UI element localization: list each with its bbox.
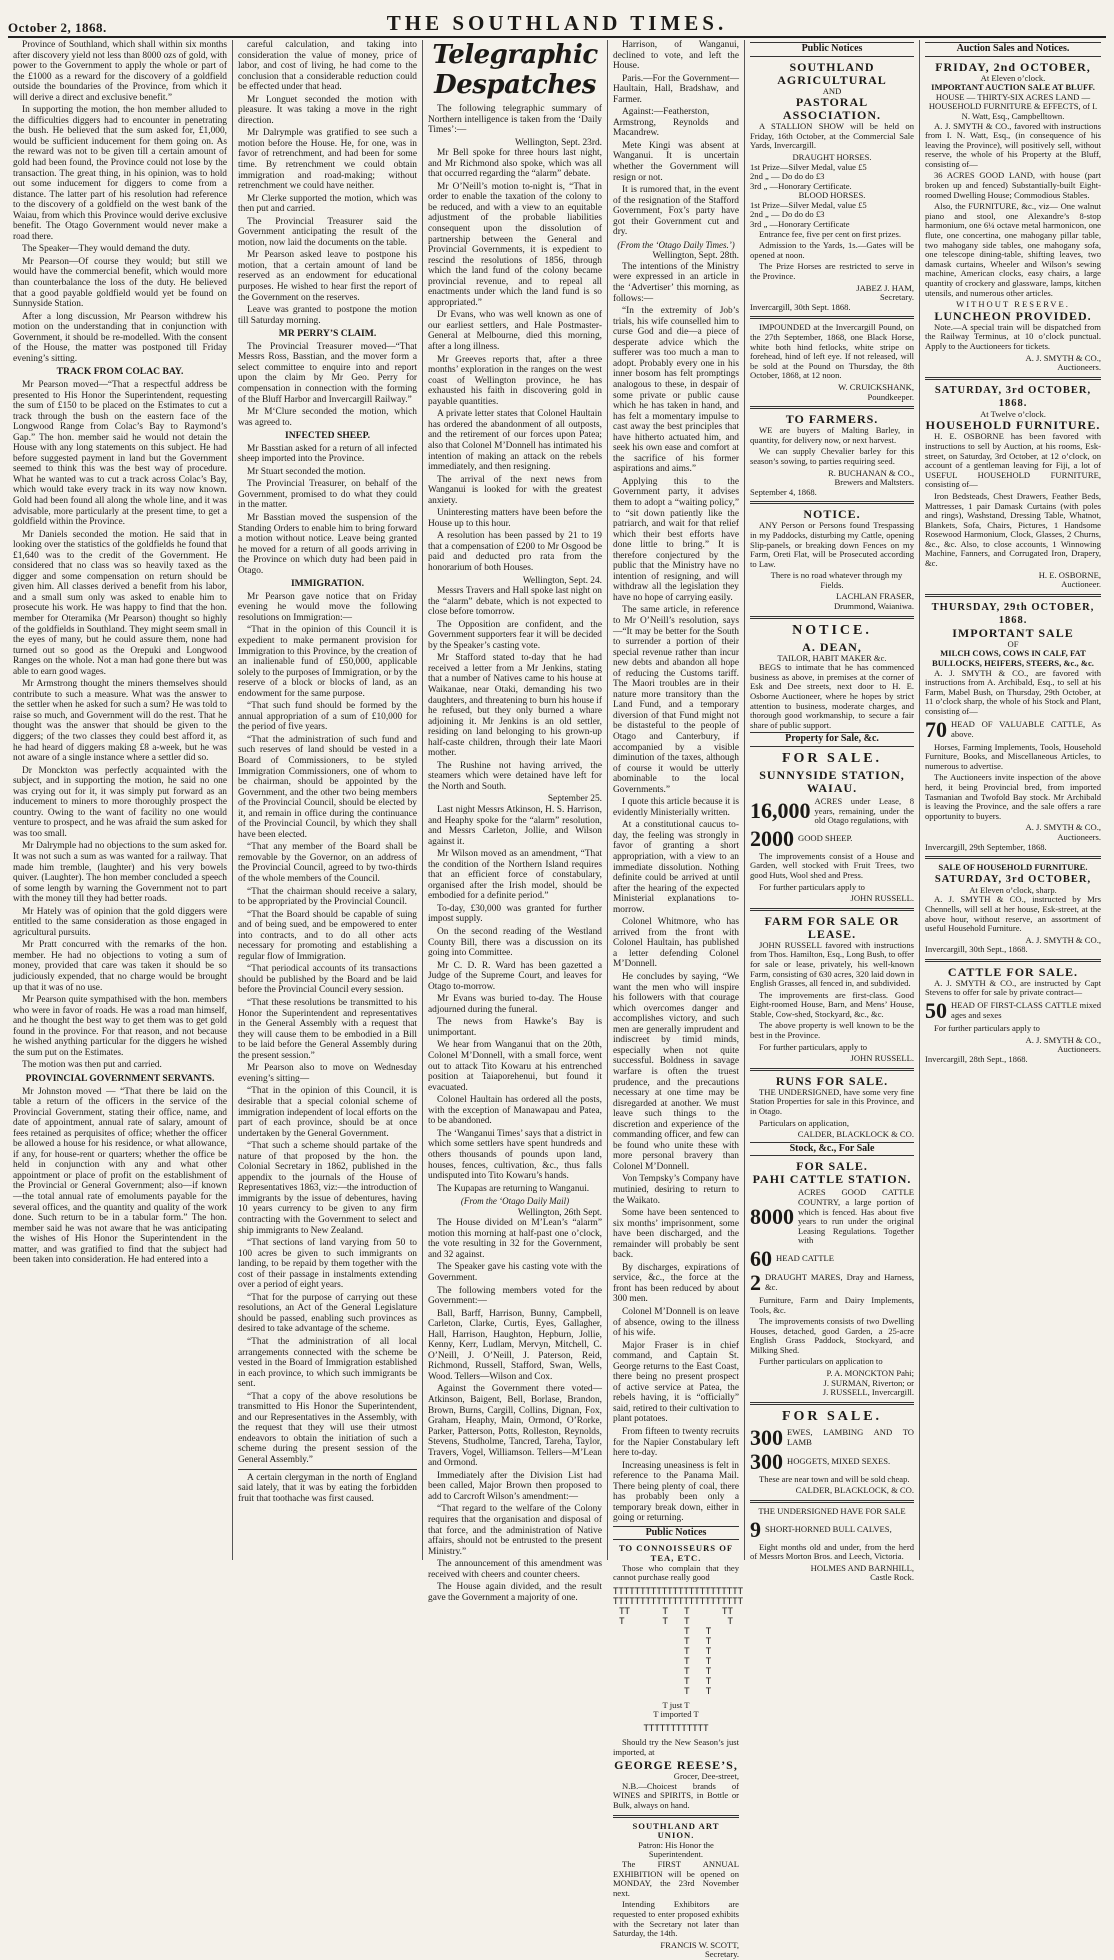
paragraph: “That the administration of such fund and such reserves of land should be vested in a Board of Commissioners, to be styled Immigration Commissioners, one of whom to be chairman, should be appointed by the Government, and the other two being members of the Provincial Council, should be elected by it, and remain in office during the continuance of the Provincial Council, by which they shall have been elected. (238, 734, 417, 840)
prize-line: 2nd „ — Do do do £3 (750, 171, 825, 182)
prize-line: 1st Prize—Silver Medal, value £5 (750, 199, 867, 210)
paragraph: Colonel M’Donnell is on leave of absence, owing to the illness of his wife. (613, 1306, 739, 1339)
ad-signature: LACHLAN FRASER, (836, 591, 914, 602)
ad-number-row (750, 1448, 914, 1474)
ad-text: ANY Person or Persons found Trespassing in my Paddocks, disturbing my Cattle, opening Slip-panels, or breaking down Fences on my Farm, Oreti Flat, will be Prosecuted according to Law. (750, 520, 914, 569)
ad-number-row (750, 825, 914, 851)
paragraph: Von Tempsky’s Company have mutinied, desiring to return to the Waikato. (613, 1174, 739, 1206)
ad-text: We can supply Chevalier barley for this season’s sowing, to parties requiring seed. (750, 446, 914, 466)
paragraph: The following telegraphic summary of Northern intelligence is taken from the ‘Daily Times’:— (428, 104, 602, 136)
paragraph: To-day, £30,000 was granted for further impost supply. (428, 903, 602, 925)
paragraph: Mr Longuet seconded the motion with pleasure. It was taking a move in the right direction. (238, 94, 417, 126)
paragraph: Dr Monckton was perfectly acquainted with the subject, and in supporting the motion, he said no one was crying out for it, it was simply put forward as an inducement to miners to more thoroughly prospect the country. Owing to the want of facility no one would venture to prospect, and he was afraid the sum asked for was too small. (13, 765, 227, 839)
paragraph: The intentions of the Ministry were expressed in an article in the ‘Advertiser’ this morning, as follows:— (613, 261, 739, 304)
paragraph: By discharges, expirations of service, &c., the force at the front has been reduced by about 300 men. (613, 1262, 739, 1305)
source-note: (From the ‘Otago Daily Mail) (460, 1196, 570, 1207)
paragraph: Immediately after the Division List had been called, Major Brown then proposed to add to Carcroft Wilson’s amendment:— (428, 1470, 602, 1502)
ad-title: TO FARMERS. (785, 412, 879, 427)
ad-text: For further particulars apply to (759, 881, 865, 892)
divider (613, 1815, 739, 1818)
ad-signature-title: Secretary. (879, 292, 914, 303)
ad-signature-title: Brewers and Maltsters. (834, 477, 914, 488)
ad-number: 70 (925, 716, 947, 742)
divider (750, 316, 914, 319)
ad-number-row (750, 1424, 914, 1450)
column-2 (233, 40, 423, 1560)
section-header-property: Property for Sale, &c. (750, 732, 914, 747)
paragraph: From fifteen to twenty recruits for the Napier Constabulary left here to-day. (613, 1427, 739, 1459)
ad-text: The above property is well known to be the best in the Province. (750, 1020, 914, 1041)
columns (8, 40, 1106, 1960)
paragraph: Mr Pearson moved—“That a respectful address be presented to His Honor the Superintendent, requesting the sum of £150 to be placed on the Estimates to cut a track through the bush on the eastern face of the Longwood Range from Colac’s Bay to Raymond’s Gap.” The hon. member said he would not detain the House with any long statements on this subject. He had before suggested payment in land but the Government seemed to think this was the best way of procedure. What he wanted was to cut a track across Colac’s Bay, which would take every track in its way now known. Gold had been found all along the whole line, and it was advisable, more particularly at the present time, to get a goldfield within the Province. (13, 379, 227, 528)
ad-patron: Patron: His Honor the Superintendent. (638, 1839, 714, 1860)
sale-date: THURSDAY, 29th OCTOBER, 1868. (931, 601, 1095, 626)
paragraph: Mr O’Neill’s motion to-night is, “That in order to enable the taxation of the colony to be reduced, and with a view to an equitable adjustment of the probable liabilities consequent upon the dissolution of partnership between the General and Provincial Governments, it is expedient to rescind the resolutions of 1856, through which the land fund of the colony became provincial revenue, and to repeal all enactments under which the land fund is so appropriated.” (428, 181, 602, 308)
paragraph: Against:—Featherston, Armstrong, Reynolds and Macandrew. (613, 107, 739, 139)
ad-text: A. J. SMYTH & CO., are instructed by Capt Stevens to offer for sale by private contract— (925, 977, 1101, 998)
ad-number-text: EWES, LAMBING AND TO LAMB (787, 1427, 914, 1447)
ad-notice: LUNCHEON PROVIDED. (934, 308, 1092, 323)
paragraph: Dr Evans, who was well known as one of our earliest settlers, and Hale Postmaster-General at Melbourne, died this morning, after a long illness. (428, 310, 602, 353)
ad-number: 60 (750, 1245, 772, 1271)
ad-number-text: HEAD CATTLE (776, 1253, 834, 1264)
ad-contact: J. SURMAN, Riverton; or (823, 1377, 914, 1388)
paragraph: Mr Pearson asked leave to postpone his motion, that a certain amount of land be reserved as an endowment for educational purposes. He wished to hear first the report of the Government on the reserves. (238, 250, 417, 303)
ad-text: Iron Bedsteads, Chest Drawers, Feather Beds, Mattresses, 1 pair Damask Curtains (with poles and rings), Washstand, Dressing Table, Whatnot, Blankets, Sofa, Chairs, Pictures, 1 Handsome Rosewood Harmonium, Clock, Glasses, 2 Churns, &c., &c. Also, to close accounts, 1 Winnowing Machine, Fanners, and Corrugated Iron, Drapery, &c. (925, 490, 1101, 569)
paragraph: After a long discussion, Mr Pearson withdrew his motion on the understanding that in conjunction with Government, it should be re-modelled. With the consent of the House, the matter was postponed till Friday evening’s sitting. (13, 311, 227, 364)
column-4 (608, 40, 745, 1960)
ad-text: WE are buyers of Malting Barley, in quantity, for delivery now, or next harvest. (750, 425, 914, 445)
ad-title: FOR SALE. (781, 1408, 883, 1424)
paragraph: Mr Bell spoke for three hours last night, and Mr Richmond also spoke, which was all that occurred regarding the “alarm” debate. (428, 148, 602, 180)
paragraph: Paris.—For the Government—Haultain, Hall, Bradshaw, and Farmer. (613, 73, 739, 105)
ad-text: BEGS to intimate that he has commenced business as above, in premises at the corner of Esk and Dee streets, next door to H. E. Osborne Auctioneer, where he hopes by strict attention to business, moderate charges, and thorough good workmanship, to secure a fair share of public support. (750, 662, 914, 730)
paragraph: Mr Pearson quite sympathised with the hon. members who were in favor of roads. He was a road man himself, and he thought the best way to get them was to get gold found in the province. For that reason, and not because he wished anything particular for the diggers he wished the sum put on the Estimates. (13, 995, 227, 1058)
paragraph: Mr Greeves reports that, after a three months’ exploration in the ranges on the west coast of Wellington province, he has exhausted his faith in discovering gold in payable quantities. (428, 354, 602, 407)
ad-signature: A. J. SMYTH & CO., (1025, 934, 1101, 945)
paragraph: The following members voted for the Government:— (428, 1285, 602, 1307)
divider (925, 377, 1101, 380)
paragraph: “That regard to the welfare of the Colony requires that the organisation and disposal of that force, and the administration of Native affairs, should not be entrusted to the present Ministry.” (428, 1504, 602, 1557)
telegraphic-despatches-title: Telegraphic Despatches (432, 40, 598, 100)
divider (750, 908, 914, 911)
ad-text: Furniture, Farm and Dairy Implements, Tools, &c. (750, 1294, 914, 1315)
prize-line: 1st Prize—Silver Medal, value £5 (750, 161, 867, 172)
paragraph: The news from Hawke’s Bay is unimportant. (428, 1017, 602, 1038)
paragraph: careful calculation, and taking into consideration the value of money, price of labor, and cost of living, he had come to the conclusion that a considerable reduction could be effected under that head. (238, 40, 417, 93)
ad-subheading: DRAUGHT HORSES. (792, 151, 872, 162)
dateline: Wellington, Sept. 24. (522, 575, 602, 586)
paragraph: Mr Stuart seconded the motion. (247, 466, 366, 477)
ad-text: These are near town and will be sold cheap. (759, 1473, 910, 1484)
ad-text: H. E. OSBORNE has been favored with instructions to sell by Auction, at his rooms, Esk-street, on Saturday, 3rd October, at 12 o’clock, on account of a gentleman leaving for Fiji, a lot of USEFUL HOUSEHOLD FURNITURE, consisting of— (925, 431, 1101, 490)
ad-signature: JOHN RUSSELL. (850, 893, 914, 904)
divider (750, 1068, 914, 1071)
paragraph: The Kupapas are returning to Wanganui. (437, 1183, 590, 1194)
paragraph: Increasing uneasiness is felt in reference to the Panama Mail. There being plenty of coal, there has probably been only a temporary break down, either in going or returning. (613, 1460, 739, 1524)
paragraph: The Opposition are confident, and the Government supporters fear it will be decided by the Speaker’s casting vote. (428, 619, 602, 651)
ad-number-text: HOGGETS, MIXED SEXES. (787, 1456, 891, 1467)
ad-text: THE UNDERSIGNED, have some very fine Station Properties for sale in this Province, and in Otago. (750, 1086, 914, 1117)
paragraph: Province of Southland, which shall within six months after discovery yield not less than 8000 ozs of gold, with power to the Government to apply the whole or part of the £1000 as a reward for the discovery of a goldfield outside the boundaries of the Province, from which it will derive a direct and exclusive benefit.” (13, 40, 227, 103)
column-6 (920, 40, 1106, 1560)
paragraph: He concludes by saying, “We want the men who will inspire his followers with that courage which overcomes danger and accomplishes victory, and such men are generally imprudent and indiscreet by timid minds, especially when not quite successful. Boldness in savage warfare is often the truest prudence, and the precautions necessary at one time may be disregarded at another. We must leave such things to the discretion and experience of the commanding officer, and few can be found who unite these with more personal bravery than Colonel M’Donnell. (613, 972, 739, 1172)
ad-text: Admission to the Yards, 1s.—Gates will be opened at noon. (750, 240, 914, 260)
prize-line: 3rd „ —Honorary Certificate. (750, 180, 852, 191)
paragraph: Mr Pearson gave notice that on Friday evening he would move the following resolutions on Immigration:— (238, 591, 417, 623)
ad-number-text: GOOD SHEEP. (798, 832, 853, 843)
ad-number-row (750, 1245, 914, 1271)
paragraph: Harrison, of Wanganui, declined to vote, and left the House. (613, 40, 739, 72)
sale-time: At Eleven o’clock, sharp. (969, 884, 1057, 895)
ad-text: Entrance fee, five per cent on first prizes. (759, 228, 901, 239)
ad-number: 16,000 (750, 798, 811, 824)
ad-number: 50 (925, 998, 947, 1024)
ad-number: 300 (750, 1448, 783, 1474)
ad-number-text: ACRES GOOD CATTLE COUNTRY, a large portion of which is fenced. Has about five years to run under the original Leasing Regulations. Together with (798, 1187, 914, 1246)
paragraph: Mr Dalrymple was gratified to see such a motion before the House. He, for one, was in favor of retrenchment, and had been for some time. By retrenchment we could obtain immigration and road-making; without retrenchment we could have neither. (238, 128, 417, 192)
ad-text: The FIRST ANNUAL EXHIBITION will be opened on MONDAY, the 23rd November next. (613, 1858, 739, 1898)
paragraph: Mete Kingi was absent at Wanganui. It is uncertain whether the Government will resign or not. (613, 140, 739, 183)
paragraph: The announcement of this amendment was received with cheers and counter cheers. (428, 1559, 602, 1580)
ad-signature-title: Auctioneers. (1057, 831, 1101, 842)
ad-text: Those who complain that they cannot purchase really good (613, 1562, 739, 1583)
dateline: Wellington, Sept. 23rd. (515, 137, 602, 148)
tea-t-grid: TTTTTTTTTTTTTTTTTTTTTTTT TTTTTTTTTTTTTTTTTTTTTTTT TT T T TT T T T T T T T T T T T T T T T T T T (613, 1586, 744, 1697)
ad-number-text: DRAUGHT MARES, Dray and Harness, &c. (765, 1272, 914, 1292)
ad-title: NOTICE. (803, 507, 861, 522)
ad-text: Should try the New Season’s just imported, at (613, 1737, 739, 1757)
ad-trade: TAILOR, HABIT MAKER &c. (777, 652, 887, 663)
section-heading: IMMIGRATION. (290, 578, 365, 590)
ad-title: SOUTHLAND AGRICULTURAL (777, 59, 887, 87)
ad-number-row (750, 797, 914, 826)
paragraph: The Provincial Treasurer, on behalf of the Government, promised to do what they could in the matter. (238, 479, 417, 511)
ad-date: September 4, 1868. (750, 486, 817, 497)
section-heading: INFECTED SHEEP. (285, 430, 370, 442)
paragraph: The arrival of the next news from Wanganui is looked for with the greatest anxiety. (428, 474, 602, 506)
paragraph: Mr Daniels seconded the motion. He said that in looking over the statistics of the goldfields he found that £1,640 was to the credit of the Government. He considered that no class was so heavily taxed as the digger and some compensation on return should be given him. All classes derived a benefit from his labor, and a small sum only was asked to enable him to prosecute his work. He was happy to find that the hon. member for Oteramika (Mr Pearson) thought so highly of the goldfields in Southland. They might seem small in the eyes of many, but he could assure them, none had turned out so good as the Orepuki and Longwood Ranges on the whole. Not a man had gone there but was able to earn good wages. (13, 529, 227, 677)
ad-signature: HOLMES AND BARNHILL, (810, 1562, 914, 1573)
ad-signature: A. J. SMYTH & CO., (1025, 822, 1101, 833)
paragraph: Mr Clerke supported the motion, which was then put and carried. (238, 193, 417, 215)
paragraph: “That in the opinion of this Council, it is desirable that a special colonial scheme of immigration independent of local efforts on the part of each province, should be at once undertaken by the General Government. (238, 1086, 417, 1139)
paragraph: “That these resolutions be transmitted to his Honor the Superintendent and representatives in the General Assembly with a request that they will cause them to be embodied in a Bill to be laid before the General Assembly during the present session.” (238, 998, 417, 1061)
paragraph: At a constitutional caucus to-day, the feeling was strongly in favor of granting a short appropriation, with a view to an immediate dissolution. Nothing definite could be arrived at until after the hearing of the expected Ministerial explanations to-morrow. (613, 820, 739, 915)
paragraph: Mr Pratt concurred with the remarks of the hon. member. He had no objections to voting a sum of money, provided that care was taken it should be so judiciously expended, that no charge would be brought up that it was of no use. (13, 940, 227, 993)
paragraph: Mr M‘Clure seconded the motion, which was agreed to. (238, 407, 417, 428)
issue-date: October 2, 1868. (8, 20, 107, 35)
paragraph: Major Fraser is in chief command, and Captain St. George returns to the East Coast, there being no present prospect of active service at Patea, the rebels having, it is “officially” said, retired to their cultivation to plant potatoes. (613, 1340, 739, 1425)
ad-signature: CALDER, BLACKLOCK & CO. (797, 1129, 914, 1140)
ad-signature: H. E. OSBORNE, (1038, 569, 1101, 580)
ad-date: Invercargill, 28th Sept., 1868. (925, 1053, 1028, 1064)
paragraph: Colonel Haultain has ordered all the posts, with the exception of Manawapau and Patea, to be abandoned. (428, 1095, 602, 1127)
ad-subheading: MILCH COWS, COWS IN CALF, FAT BULLOCKS, HEIFERS, STEERS, &c., &c. (932, 648, 1094, 669)
column-3 (423, 40, 608, 1603)
ad-text: THE UNDERSIGNED HAVE FOR SALE (758, 1506, 906, 1517)
divider (750, 616, 914, 619)
ad-title: NOTICE. (792, 622, 872, 638)
ad-signature-title: Auctioneers. (1057, 1044, 1101, 1055)
paragraph: The House again divided, and the result gave the Government a majority of one. (428, 1582, 602, 1603)
ad-title: FOR SALE. (781, 750, 883, 766)
tea-caption: T imported T (653, 1709, 699, 1720)
ad-name: A. DEAN, (802, 639, 862, 654)
ad-subheading: SUNNYSIDE STATION, WAIAU. (759, 767, 905, 795)
ad-text: IMPOUNDED at the Invercargill Pound, on the 27th September, 1868, one Black Horse, white both hind fetlocks, white stripe on forehead, hind of left eye. If not released, will be sold at the Pound on Thursday, the 8th October, 1868, at 12 noon. (750, 322, 914, 381)
section-header-public-notices: Public Notices (750, 42, 914, 57)
ad-title: IMPORTANT AUCTION SALE AT BLUFF. (931, 82, 1095, 93)
prize-line: 3rd „ —Honorary Certificate (750, 219, 850, 230)
paragraph: Mr Pearson—Of course they would; but still we would have the commercial benefit, which would more than counterbalance the loss of the duty. He believed that a good payable goldfield would yet be found on Sunnyside Station. (13, 256, 227, 310)
paragraph: “That such fund should be formed by the annual appropriation of a sum of £10,000 for the period of five years. (238, 701, 417, 733)
sale-date: SATURDAY, 3rd OCTOBER, (934, 873, 1092, 885)
ad-number: 2000 (750, 825, 794, 851)
ad-text: JOHN RUSSELL favored with instructions from Thos. Hamilton, Esq., Long Bush, to offer for sale or lease, privately, his well-known Farm, consisting of 630 acres, 320 laid down in English Grasses, all fenced in, and subdivided. (750, 939, 914, 989)
ad-signature: CALDER, BLACKLOCK, & CO. (795, 1485, 914, 1496)
prize-line: 2nd „ — Do do do £3 (750, 209, 825, 220)
paragraph: Mr Wilson moved as an amendment, “That the condition of the Northern Island requires that an efficient force of constabulary, organised after the Irish model, should be embodied for a definite period.” (428, 849, 602, 902)
paragraph: Mr Dalrymple had no objections to the sum asked for. It was not such a sum as was wanted for a railway. That made him tremble, (laughter) and his very bowels quiver. (Laughter). The hon member concluded a speech of some length by warning the Government not to part with the money till they had better roads. (13, 841, 227, 905)
ad-text: The Prize Horses are restricted to serve in the Province. (750, 261, 914, 282)
masthead (8, 6, 1106, 38)
paragraph: A certain clergyman in the north of England said lately, that it was by eating the forbidden fruit that toothache was first caused. (238, 1472, 417, 1504)
paragraph: “That such a scheme should partake of the nature of that proposed by the hon. the Colonial Secretary in 1862, published in the appendix to the journals of the House of Representatives 1863, viz:—the introduction of immigrants by the issue of debentures, having 10 years currency to be given to any firm contracting with the Government to select and ship immigrants to New Zealand. (238, 1141, 417, 1236)
ad-number-text: SHORT-HORNED BULL CALVES, (765, 1523, 892, 1534)
paragraph: Mr Evans was buried to-day. The House adjourned during the funeral. (428, 994, 602, 1015)
ad-text: N.B.—Choicest brands of WINES and SPIRITS, in Bottle or Bulk, always on hand. (613, 1780, 739, 1810)
section-header-public-notices: Public Notices (613, 1526, 739, 1541)
paragraph: Messrs Travers and Hall spoke last night on the “alarm” debate, which is not expected to close before tomorrow. (428, 586, 602, 618)
paragraph: “That the chairman should receive a salary, to be appropriated by the Provincial Council. (238, 886, 417, 908)
ad-signature: A. J. SMYTH & CO., (1025, 1034, 1101, 1045)
ad-title: SOUTHLAND ART UNION. (632, 1820, 720, 1841)
ad-title: FOR SALE. (796, 1159, 868, 1174)
ad-number: 9 (750, 1516, 761, 1542)
ad-title: FARM FOR SALE OR LEASE. (764, 913, 900, 941)
paragraph: Mr C. D. R. Ward has been gazetted a Judge of the Supreme Court, and leaves for Otago to-morrow. (428, 960, 602, 992)
ad-text: The improvements are first-class. Good Eight-roomed House, Barn, and Mens’ House, Stable, Cow-shed, Stockyard, &c., &c. (750, 989, 914, 1019)
paragraph: Applying this to the Government party, it advises them to adopt a “waiting policy,” to “sit down patiently like the patriarch, and wait for that relief which their best efforts have done little to bring.” It is therefore conjectured by the public that the Ministry have no intention of resigning, and will withdraw all the legislation they have no hope of carrying easily. (613, 476, 739, 603)
paragraph: Against the Government there voted—Atkinson, Baigent, Bell, Borlase, Brandon, Brown, Burns, Cargill, Collins, Dignan, Fox, Graham, Heaphy, Main, Ormond, O’Rorke, Parker, Patterson, Potts, Rolleston, Reynolds, Stevens, Studholme, Tancred, Tareha, Taylor, Travers, Vogel, Williamson. Tellers—M’Lean and Ormond. (428, 1384, 602, 1469)
paragraph: “In the extremity of Job’s trials, his wife counselled him to curse God and die—a piece of desperate advice which the sufferer was too much a man to adopt. Probably every one in his inner bosom has felt promptings analogous to these, in despair of some private or public cause which he has taken in hand, and has felt a momentary impulse to cast away the best principles that have hitherto actuated him, and seek his own ease and comfort at the sacrifice of his former aspirations and aims.” (613, 306, 739, 475)
ad-number-text: HEAD OF FIRST-CLASS CATTLE mixed ages and sexes (951, 1000, 1101, 1021)
section-heading: PROVINCIAL GOVERNMENT SERVANTS. (25, 1072, 215, 1084)
paragraph: The ‘Wanganui Times’ says that a district in which some settlers have spent hundreds and others thousands of pounds upon land, houses, fences, cultivation, &c., thus falls undisputed into Tito Kowaru’s hands. (428, 1128, 602, 1182)
ad-title: TO CONNOISSEURS OF TEA, ETC. (618, 1543, 734, 1564)
paragraph: The Speaker gave his casting vote with the Government. (428, 1262, 602, 1283)
dateline: Wellington, 26th Sept. (517, 1207, 602, 1218)
ad-text: Eight months old and under, from the herd of Messrs Morton Bros. and Leech, Victoria. (750, 1541, 914, 1562)
ad-number: 300 (750, 1424, 783, 1450)
ad-signature: A. J. SMYTH & CO., (1025, 352, 1101, 363)
paragraph: “That in the opinion of this Council it is expedient to make permanent provision for Immigration to this Province, by the creation of an inalienable fund of £50,000, applicable solely to the purposes of Immigration, or by the reserve of a block or blocks of land, as an endowment for the same purpose. (238, 625, 417, 699)
section-heading: TRACK FROM COLAC BAY. (56, 366, 184, 378)
ad-number: 8000 (750, 1204, 794, 1230)
ad-title: RUNS FOR SALE. (775, 1073, 889, 1088)
ad-signature-title: Poundkeeper. (867, 391, 914, 402)
paragraph: A private letter states that Colonel Haultain has ordered the abandonment of all outposts, and the retirement of our forces upon Patea; also that Colonel M’Donnell has intimated his intention of making an attack on the rebels immediately, and then resigning. (428, 409, 602, 473)
ad-number-text: HEAD OF VALUABLE CATTLE, As above. (951, 719, 1101, 739)
section-header-stock: Stock, &c., For Sale (750, 1142, 914, 1157)
paragraph: “That a copy of the above resolutions be transmitted to His Honor the Superintendent, and our Representatives in the Assembly, with the request that they will use their utmost endeavors to obtain the initiation of such a scheme during the present session of the General Assembly.” (238, 1391, 417, 1465)
paragraph: It is rumored that, in the event of the resignation of the Stafford Government, Fox’s party have got their Government cut and dry. (613, 185, 739, 238)
paragraph: The House divided on M’Lean’s “alarm” motion this morning at half-past one o’clock, the vote resulting in 32 for the Government, and 32 against. (428, 1218, 602, 1260)
paragraph: The Speaker—They would demand the duty. (22, 244, 191, 255)
ad-contact: J. RUSSELL, Invercargill. (822, 1387, 914, 1398)
paragraph: Leave was granted to postpone the motion till Saturday morning. (238, 305, 417, 326)
ad-text: A. J. SMYTH & CO., favored with instructions from I. N. Watt, Esq., (in consequence of his leaving the Province), will positively sell, without reserve, the whole of his Property at the Bluff, consisting of— (925, 120, 1101, 169)
ad-number-row (750, 1269, 914, 1295)
ad-title: OF (1007, 638, 1019, 649)
ad-text: A STALLION SHOW will be held on Friday, 16th October, at the Commercial Sale Yards, Invercargill. (750, 121, 914, 151)
ad-signature-title: Auctioneers. (1057, 362, 1101, 373)
ad-title: IMPORTANT SALE (952, 625, 1074, 640)
newspaper-title: THE SOUTHLAND TIMES. (386, 11, 728, 35)
paragraph: Mr Armstrong thought the miners themselves should contribute to such a measure. What was the answer to the settler when he asked for such a sum? He was told to raise so much, and Government will do the rest. That he thought was the answer that should be given to the diggers; of the two classes they could best afford it, as he had heard of diggers making £8 a-week, but he was not aware of a single instance where a settler did so. (13, 679, 227, 764)
ad-title: PASTORAL ASSOCIATION. (782, 95, 882, 123)
paragraph: On the second reading of the Westland County Bill, there was a discussion on its going into Committee. (428, 927, 602, 959)
ad-text: There is no road whatever through my Fields. (770, 570, 903, 590)
paragraph: Colonel Whitmore, who has arrived from the front with Colonel Haultain, has published a letter defending Colonel M’Donnell. (613, 917, 739, 970)
divider (750, 406, 914, 409)
sale-date: SATURDAY, 3rd OCTOBER, 1868. (934, 384, 1092, 409)
divider (925, 594, 1101, 597)
ad-date: Invercargill, 30th Sept., 1868. (925, 944, 1028, 955)
ad-title: SALE OF HOUSEHOLD FURNITURE. (938, 862, 1088, 873)
ad-signature-title: Castle Rock. (870, 1572, 914, 1583)
ad-number-text: ACRES under Lease, 8 years, remaining, under the old Otago regulations, with (814, 795, 914, 826)
ad-subheading: PAHI CATTLE STATION. (752, 1172, 912, 1187)
ad-signature: JABEZ J. HAM, (856, 282, 914, 293)
paragraph: The same article, in reference to Mr O’Neill’s resolution, says—“It may be better for the South to surrender a portion of their special revenue rather than incur new debts and abandon all hope of reducing the Customs tariff. The Maori troubles are in their nature more transitory than the Land Fund, and a temporary diversion of that Fund might not be distasteful to the people of Otago and Canterbury, if accompanied by a visible diminution of the taxes, although of course it would be utterly abominable to the local Governments.” (613, 605, 739, 795)
ad-text: Further particulars on application to (759, 1356, 883, 1367)
ad-signature-title: Secretary. (704, 1949, 739, 1960)
ad-text: A. J. SMYTH & CO., are favored with instructions from A. Archibald, Esq., to sell at his Farm, Mabel Bush, on Thursday, 29th October, at 11 o’clock sharp, the whole of his Stock and Plant, consisting of— (925, 667, 1101, 717)
paragraph: Mr Stafford stated to-day that he had received a letter from a Mr Jenkins, stating that a number of Natives came to his house at Waikanae, near Otaki, demanding his two daughters, and threatening to burn his house if he refused, but they only burned a whare adjoining it. Mr Jenkins is an old settler, residing on land belonging to his grown-up half-caste children, through their late Maori mother. (428, 653, 602, 759)
ad-date: Invercargill, 30th Sept. 1868. (750, 301, 851, 312)
paragraph: “That periodical accounts of its transactions should be published by the Board and be laid before the Provincial Council every session. (238, 964, 417, 996)
paragraph: A resolution has been passed by 21 to 19 that a compensation of £200 to Mr Osgood be paid and deducted pro rata from the honorarium of both Houses. (428, 531, 602, 573)
ad-text: Note.—A special train will be dispatched from the Railway Terminus, at 10 o’clock punctual. Apply to the Auctioneers for tickets. (925, 321, 1101, 351)
ad-text: A. J. SMYTH & CO., instructed by Mrs Chennells, will sell at her house, Esk-street, at the above hour, without reserve, an assortment of useful Household Furniture. (925, 894, 1101, 934)
paragraph: Ball, Barff, Harrison, Bunny, Campbell, Carleton, Clarke, Curtis, Eyes, Gallagher, Hall, Harrison, Haughton, Hepburn, Jollie, Kenny, Kerr, Ludlam, Mervyn, Mitchell, C. O’Neill, J. O’Neill, J. Paterson, Reid, Richmond, Russell, Stafford, Swan, Wells, Wood. Tellers—Wilson and Cox. (428, 1308, 602, 1382)
divider (238, 1469, 417, 1470)
ad-text: The improvements consist of a House and Garden, well stocked with Fruit Trees, two good Huts, Wool shed and Press. (750, 850, 914, 880)
ad-title: AND (822, 85, 842, 96)
paragraph: Last night Messrs Atkinson, H. S. Harrison, and Heaphy spoke for the “alarm” resolution, and Messrs Carleton, Jollie, and Wilson against it. (428, 805, 602, 847)
section-header-auctions: Auction Sales and Notices. (925, 42, 1101, 57)
paragraph: Mr Pearson also to move on Wednesday evening’s sitting— (238, 1063, 417, 1084)
paragraph: In supporting the motion, the hon member alluded to the difficulties diggers had to encounter in penetrating the bush. He believed that the sum asked for, £1,000, would be sufficient inducement for them going on. As the reward was not to be given till a certain amount of gold had been found, the Province could not lose by the transaction. The great thing, in his opinion, was to hold out some inducement for diggers to come from a distance. The latter part of his resolution had reference to the discovery of a goldfield on the west bank of the Waiau, from which this Province would derive exclusive benefit. The Otago Government would never make a road there. (13, 105, 227, 242)
paragraph: The motion was then put and carried. (22, 1060, 162, 1071)
ad-text: For further particulars, apply to (759, 1041, 868, 1052)
paragraph: Uninteresting matters have been before the House up to this hour. (428, 508, 602, 529)
column-5 (745, 40, 920, 1583)
ad-text: Particulars on application, (759, 1117, 849, 1128)
section-heading: MR PERRY’S CLAIM. (278, 328, 377, 340)
paragraph: We hear from Wanganui that on the 20th, Colonel M’Donnell, with a small force, went out to attack Tito Kowaru at his entrenched position at Taiaporehenui, but found it evacuated. (428, 1040, 602, 1093)
paragraph: The Provincial Treasurer said the Government anticipating the result of the motion, now laid the documents on the table. (238, 216, 417, 248)
column-1 (8, 40, 233, 1560)
sale-time: At Eleven o’clock. (980, 72, 1046, 83)
ad-text: The Auctioneers invite inspection of the above herd, it being Provincial bred, from imported Tasmanian and Twofold Bay stock. Mr Archibald is leaving the Province, and the sale offers a rare opportunity to buyers. (925, 772, 1101, 821)
ad-text: Intending Exhibitors are requested to enter proposed exhibits with the Secretary not later than Saturday, the 14th. (613, 1899, 739, 1939)
tea-caption: T just T (662, 1699, 690, 1710)
ad-number-row (925, 1000, 1101, 1022)
ad-signature: FRANCIS W. SCOTT, (660, 1939, 739, 1950)
ad-notice: WITHOUT RESERVE. (956, 299, 1070, 310)
ad-signature-title: Auctioneer. (1061, 579, 1101, 590)
paragraph: Some have been sentenced to six months’ imprisonment, some have been discharged, and the remainder will probably be sent back. (613, 1208, 739, 1261)
tea-t-grid-bottom: TTTTTTTTTTTT (643, 1724, 709, 1735)
paragraph: “That the administration of all local arrangements connected with the scheme be vested in the Board of Immigration established in each province, to which such immigrants be sent. (238, 1336, 417, 1390)
ad-signature: R. BUCHANAN & CO., (828, 467, 914, 478)
divider (750, 1402, 914, 1405)
paragraph: “That sections of land varying from 50 to 100 acres be given to such immigrants on landing, to be repaid by them together with the cost of their passage in instalments extending over a period of eight years. (238, 1238, 417, 1291)
paragraph: Mr Hately was of opinion that the gold diggers were entitled to the same consideration as those engaged in agricultural pursuits. (13, 906, 227, 938)
ad-text: For further particulars apply to (934, 1023, 1040, 1034)
ad-date: Invercargill, 29th September, 1868. (925, 841, 1047, 852)
ad-text: Also, the FURNITURE, &c., viz— One walnut piano and stool, one Alexandre’s 8-stop harmonium, one 6¼ octave metal harmonicon, one flute, one concertina, one mahogany pillar table, two mahogany side tables, one mahogany sofa, one telescope dining-table, shifting leaves, two damask curtains, Wheeler and Wilson’s sewing machine, American clocks, easy chairs, a large quantity of crockery and glassware, lamps, kitchen utensils, and numerous other articles. (925, 201, 1101, 298)
ad-text: Horses, Farming Implements, Tools, Household Furniture, Books, and Miscellaneous Articles, to numerous to advertise. (925, 741, 1101, 771)
ad-signature: W. CRUICKSHANK, (838, 381, 914, 392)
ad-text: The improvements consists of two Dwelling Houses, detached, good Garden, a 25-acre English Grass Paddock, Stockyard, and Milking Shed. (750, 1316, 914, 1355)
paragraph: “That any member of the Board shall be removable by the Governor, on an address of the Provincial Council, agreed to by two-thirds of the whole members of the Council. (238, 842, 417, 885)
ad-number-row (750, 1516, 914, 1542)
paragraph: “That the Board should be capable of suing and of being sued, and be empowered to enter into contracts, and to do all other acts necessary for promoting and establishing a regular flow of Immigration. (238, 909, 417, 962)
ad-text: 36 ACRES GOOD LAND, with house (part broken up and fenced) Substantially-built Eight-roomed Dwelling House; Commodious Stables. (925, 170, 1101, 200)
paragraph: “That for the purpose of carrying out these resolutions, an Act of the General Legislature should be passed, enabling such provinces as desired to take advantage of the scheme. (238, 1292, 417, 1335)
ad-name: GEORGE REESE’S, (614, 1758, 738, 1773)
source-note: (From the ‘Otago Daily Times.’) (617, 239, 735, 250)
ad-trade: Grocer, Dee-street, (673, 1771, 739, 1782)
ad-number: 2 (750, 1269, 761, 1295)
divider (925, 959, 1101, 962)
paragraph: The Provincial Treasurer moved—“That Messrs Ross, Basstian, and the mover form a select committee to enquire into and report upon the claim by Mr Geo. Perry for compensation in connection with the forming of the Bluff Harbor and Invercargill Railway.” (238, 341, 417, 405)
ad-subheading: HOUSE — THIRTY-SIX ACRES LAND — HOUSEHOLD FURNITURE & EFFECTS, of I. N. Watt, Esq., Campbelltown. (928, 91, 1098, 121)
divider (925, 856, 1101, 859)
divider (750, 501, 914, 504)
ad-signature-title: Drummond, Waianiwa. (833, 601, 914, 612)
sale-time: At Twelve o’clock. (980, 408, 1046, 419)
dateline: September 25. (547, 794, 602, 805)
ad-title: HOUSEHOLD FURNITURE. (925, 418, 1101, 433)
paragraph: The Rushine not having arrived, the steamers which were detained have left for the North and South. (428, 760, 602, 792)
ad-signature: JOHN RUSSELL. (850, 1053, 914, 1064)
divider (750, 1500, 914, 1503)
ad-number-row (750, 1188, 914, 1246)
sale-date: FRIDAY, 2nd OCTOBER, (935, 59, 1091, 74)
ad-subheading: BLOOD HORSES. (798, 190, 866, 201)
paragraph: Mr Basstian asked for a return of all infected sheep imported into the Province. (238, 443, 417, 465)
paragraph: Mr Johnston moved — “That there be laid on the table a return of the officers in the service of the Provincial Government, stating their office, name, and date of appointment, annual rate of salary, amount of fees retained as perquisites of office; whether the officer be allowed a house for his residence, or what allowance, if any, for house-rent or quarters; whether the office be held in conjunction with any and what other appointment or place of profit on the establishment of the Provincial or General Government; also—if known—the total annual rate of emoluments payable for the several offices, and the quantity and quality of the work done. Such return to be in a tabular form.” The hon. member said he was not aware that he was anticipating the wishes of His Honor the Superintendent in the matter, and was gratified to find that the subject had been taken into consideration. He had entered into a (13, 1086, 227, 1266)
dateline: Wellington, Sept. 28th. (652, 251, 739, 262)
ad-title: CATTLE FOR SALE. (947, 964, 1079, 979)
paragraph: I quote this article because it is evidently Ministerially written. (613, 797, 739, 818)
paragraph: Mr Basstian moved the suspension of the Standing Orders to enable him to bring forward a motion without notice. Leave being granted he moved for a return of all goods arriving in the Province on which duty had been paid in Otago. (238, 512, 417, 576)
ad-number-row (925, 716, 1101, 742)
ad-contact: P. A. MONCKTON Pahi; (826, 1368, 914, 1379)
